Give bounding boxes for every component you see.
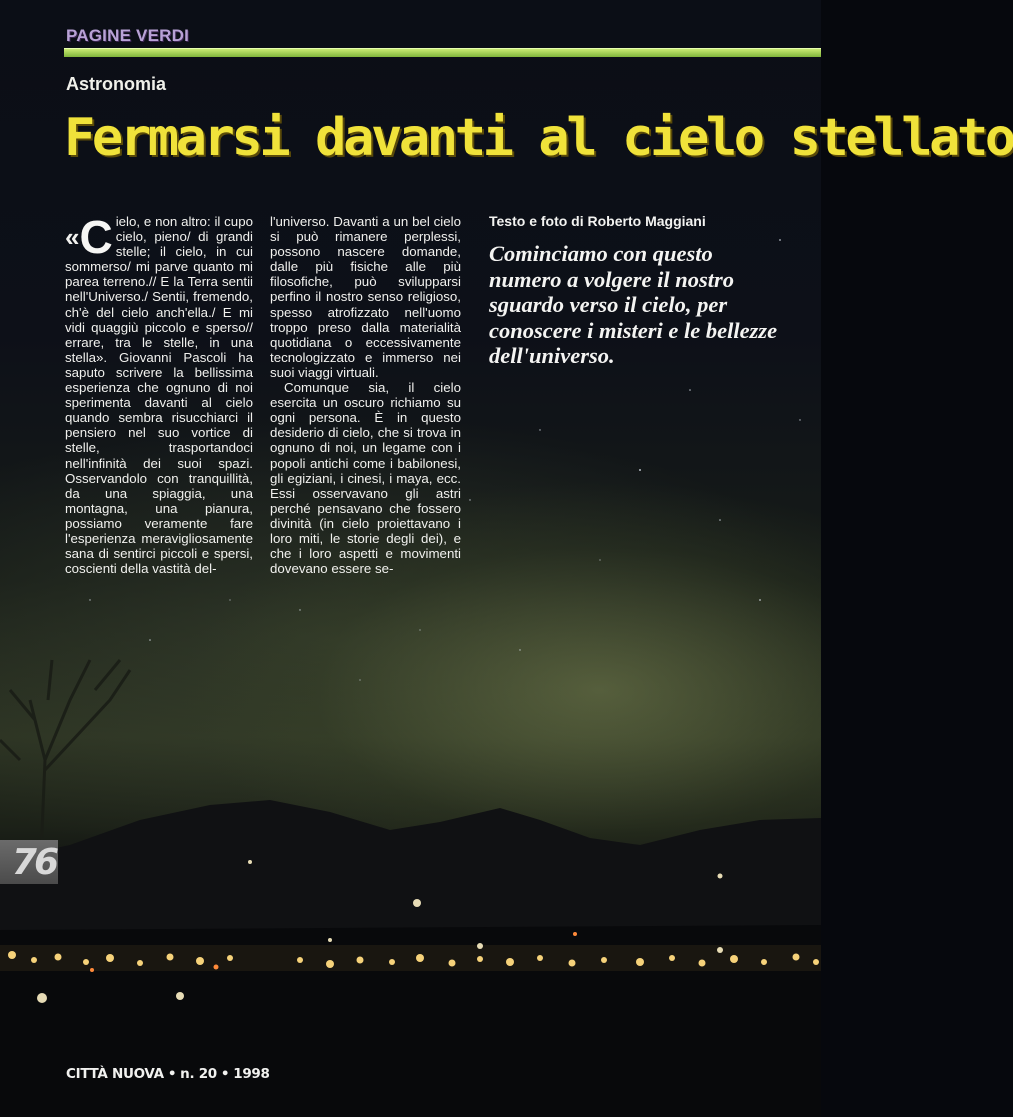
footer-separator: • bbox=[220, 1066, 230, 1082]
article-lead: Cominciamo con questo numero a volgere il nostro sguardo verso il cielo, per conoscere i misteri e le bellezze dell'universo. bbox=[489, 241, 778, 369]
footer-issue: n. 20 bbox=[180, 1066, 217, 1082]
section-tag: PAGINE VERDI bbox=[66, 26, 189, 45]
page-number: 76 bbox=[0, 840, 58, 884]
header-rule bbox=[64, 48, 821, 57]
article-column-1 bbox=[65, 211, 253, 577]
opening-quote: « bbox=[65, 222, 80, 252]
author-credit: Testo e foto di Roberto Maggiani bbox=[489, 213, 706, 229]
article-category: Astronomia bbox=[66, 74, 167, 94]
article-title: Fermarsi davanti al cielo stellato bbox=[64, 108, 1013, 168]
footer-year: 1998 bbox=[233, 1066, 270, 1082]
column-2-paragraph-2: Comunque sia, il cielo esercita un oscuro richiamo su ogni persona. È in questo desiderio di cielo, che si trova in ognuno di noi, un legame con i popoli antichi come i babilonesi, gli egiziani, i cinesi, i maya, ecc. Essi osservavano gli astri perché pensavano che fossero divinità (in cielo proiettavano i loro miti, le storie degli dei), e che i loro aspetti e movimenti dovevano essere se- bbox=[270, 380, 461, 577]
page-footer bbox=[66, 1066, 274, 1082]
drop-cap: C bbox=[79, 211, 113, 263]
footer-magazine: CITTÀ NUOVA bbox=[66, 1066, 164, 1082]
article-column-2 bbox=[270, 214, 461, 576]
column-1-text: ielo, e non altro: il cupo cielo, pieno/ di grandi stelle; il cielo, in cui sommerso/ mi parve quanto mi parea terreno.// E la Terra sentii nell'Universo./ Sentii, fremendo, ch'è del cielo anch'ella./ E mi vidi quaggiù piccolo e sperso// errare, tra le stelle, in una stella». Giovanni Pascoli ha saputo scrivere la bellissima esperienza che ognuno di noi sperimenta davanti al cielo quando sembra risucchiarci il pensiero nel suo vortice di stelle, trasportandoci nell'infinità dei suoi spazi. Osservandolo con tranquillità, da una spiaggia, una montagna, una pianura, possiamo veramente fare l'esperienza meravigliosamente sana di sentirci piccoli e spersi, coscienti della vastità del- bbox=[65, 214, 253, 577]
footer-separator: • bbox=[167, 1066, 177, 1082]
column-2-paragraph-1: l'universo. Davanti a un bel cielo si può rimanere perplessi, possono nascere domande, dalle più fisiche alle più filosofiche, può svilupparsi perfino il nostro senso religioso, spesso atrofizzato nell'uomo troppo preso dalla materialità quotidiana o eccessivamente tecnologizzato e immerso nei suoi viaggi virtuali. bbox=[270, 214, 461, 380]
